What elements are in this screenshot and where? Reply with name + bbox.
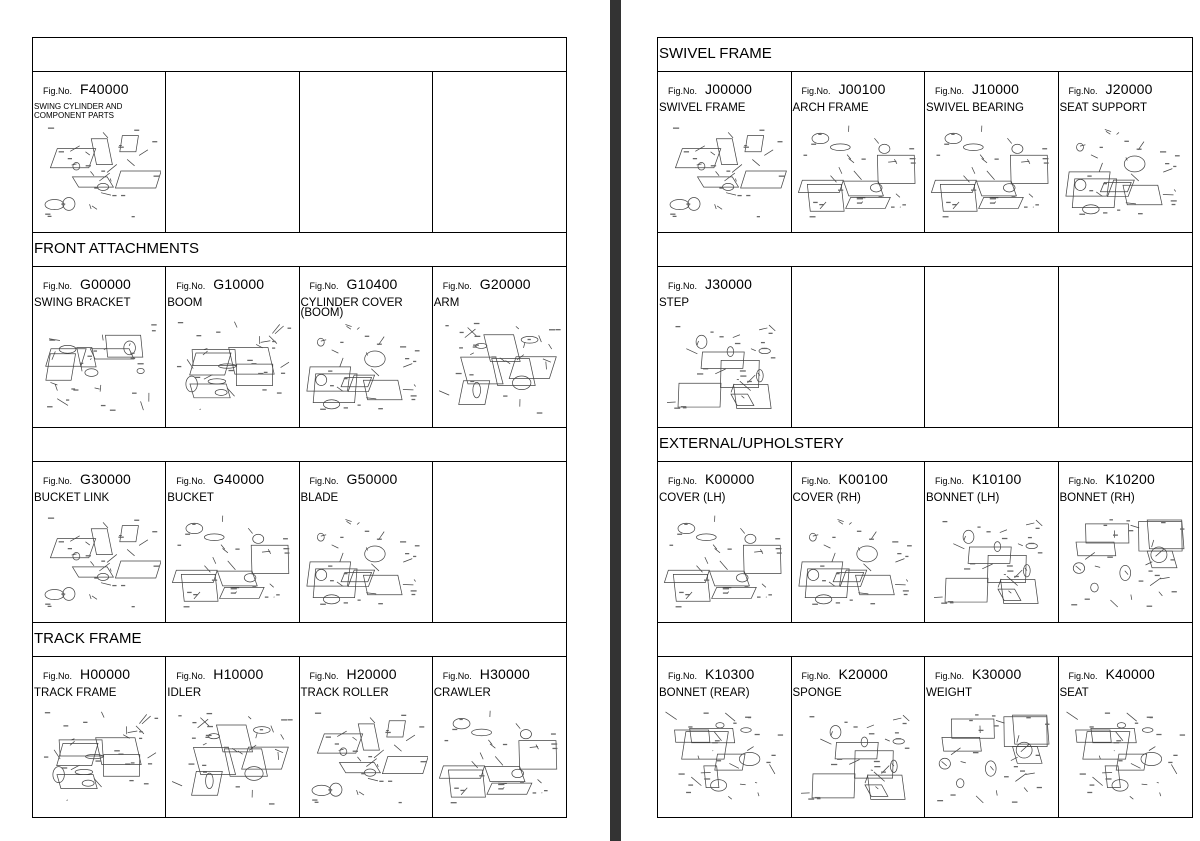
fig-no-line (668, 81, 752, 99)
fig-no-label: Fig.No. (668, 671, 698, 681)
fig-no-label: Fig.No. (442, 281, 472, 291)
fig-title: IDLER (167, 687, 202, 699)
parts-diagram-thumbnail[interactable] (37, 510, 161, 616)
parts-diagram-thumbnail[interactable] (37, 315, 161, 421)
empty-cell (433, 462, 566, 623)
fig-title: TRACK ROLLER (300, 687, 389, 699)
fig-title: BUCKET LINK (34, 492, 110, 504)
fig-no-code: J00100 (838, 81, 886, 97)
empty-cell (166, 72, 299, 233)
fig-title: COVER (RH) (792, 492, 861, 504)
parts-diagram-thumbnail[interactable] (437, 315, 562, 421)
fig-title: ARCH FRAME (792, 102, 869, 114)
figure-cell-g50000[interactable] (300, 462, 433, 623)
fig-no-line (802, 666, 888, 684)
section-header-swivel-frame: SWIVEL FRAME (658, 38, 1192, 72)
fig-no-code: G40000 (213, 471, 265, 487)
fig-no-code: K30000 (972, 666, 1022, 682)
parts-diagram-thumbnail[interactable] (662, 705, 787, 812)
parts-diagram-thumbnail[interactable] (662, 510, 787, 616)
page-divider (610, 0, 621, 841)
fig-no-line (176, 471, 264, 489)
fig-no-label: Fig.No. (668, 476, 698, 486)
fig-title: BONNET (LH) (926, 492, 1000, 504)
fig-no-label: Fig.No. (43, 671, 73, 681)
section-header-front-attachments: FRONT ATTACHMENTS (33, 233, 566, 267)
fig-no-code: G30000 (80, 471, 132, 487)
fig-title: SWIVEL BEARING (926, 102, 1024, 114)
figure-cell-f40000[interactable] (33, 72, 166, 233)
figure-cell-j00000[interactable] (658, 72, 792, 233)
fig-no-label: Fig.No. (935, 86, 965, 96)
parts-diagram-thumbnail[interactable] (37, 120, 161, 226)
parts-diagram-thumbnail[interactable] (796, 510, 921, 616)
fig-no-code: J10000 (972, 81, 1020, 97)
figure-cell-h00000[interactable] (33, 657, 166, 818)
fig-no-label: Fig.No. (1068, 671, 1098, 681)
fig-no-code: H20000 (346, 666, 397, 682)
parts-diagram-thumbnail[interactable] (796, 120, 921, 226)
fig-no-code: G00000 (80, 276, 132, 292)
figure-cell-h20000[interactable] (300, 657, 433, 818)
fig-no-label: Fig.No. (176, 476, 206, 486)
fig-no-code: H30000 (479, 666, 531, 682)
fig-no-code: G10000 (213, 276, 265, 292)
figure-cell-k30000[interactable] (925, 657, 1059, 818)
fig-no-code: K00100 (838, 471, 888, 487)
fig-title: CRAWLER (433, 687, 491, 699)
fig-title: SWING BRACKET (34, 297, 131, 309)
figure-cell-j20000[interactable] (1059, 72, 1193, 233)
fig-no-label: Fig.No. (668, 86, 698, 96)
fig-title: BLADE (300, 492, 339, 504)
figure-cell-j10000[interactable] (925, 72, 1059, 233)
section-header-blank (33, 38, 566, 72)
figure-cell-j30000[interactable] (658, 267, 792, 428)
right-page (657, 37, 1193, 818)
fig-no-line (935, 471, 1021, 489)
fig-no-label: Fig.No. (935, 476, 965, 486)
figure-cell-g10000[interactable] (166, 267, 299, 428)
fig-no-line (310, 666, 397, 684)
fig-no-label: Fig.No. (176, 281, 206, 291)
parts-diagram-thumbnail[interactable] (1063, 705, 1189, 812)
figure-cell-k10200[interactable] (1059, 462, 1193, 623)
fig-no-line (310, 471, 398, 489)
empty-cell (1059, 267, 1193, 428)
left-page (32, 37, 567, 818)
fig-no-label: Fig.No. (43, 281, 73, 291)
parts-diagram-thumbnail[interactable] (662, 315, 787, 421)
figure-cell-h10000[interactable] (166, 657, 299, 818)
parts-diagram-thumbnail[interactable] (437, 705, 562, 812)
fig-no-code: K00000 (705, 471, 755, 487)
empty-cell (433, 72, 566, 233)
empty-cell (300, 72, 433, 233)
parts-diagram-thumbnail[interactable] (796, 705, 921, 812)
fig-no-line (176, 276, 264, 294)
fig-title: SPONGE (792, 687, 842, 699)
fig-no-code: J20000 (1105, 81, 1153, 97)
figure-cell-g40000[interactable] (166, 462, 299, 623)
fig-no-code: K10200 (1105, 471, 1155, 487)
parts-diagram-thumbnail[interactable] (304, 705, 428, 812)
fig-no-code: K20000 (838, 666, 888, 682)
fig-no-line (1069, 81, 1153, 99)
fig-no-label: Fig.No. (309, 281, 339, 291)
fig-no-label: Fig.No. (442, 671, 472, 681)
fig-title: BONNET (REAR) (659, 687, 750, 699)
fig-no-line (43, 471, 131, 489)
figure-cell-g00000[interactable] (33, 267, 166, 428)
fig-no-line (1069, 666, 1155, 684)
fig-no-line (935, 81, 1019, 99)
fig-no-code: G20000 (479, 276, 531, 292)
fig-no-label: Fig.No. (43, 476, 73, 486)
fig-title: TRACK FRAME (34, 687, 117, 699)
parts-diagram-thumbnail[interactable] (170, 315, 294, 421)
section-header-track-frame: TRACK FRAME (33, 623, 566, 657)
fig-no-label: Fig.No. (1068, 476, 1098, 486)
fig-no-line (43, 276, 131, 294)
parts-diagram-thumbnail[interactable] (37, 705, 161, 812)
parts-diagram-thumbnail[interactable] (662, 120, 787, 226)
fig-no-label: Fig.No. (801, 671, 831, 681)
figure-cell-k20000[interactable] (792, 657, 926, 818)
fig-no-label: Fig.No. (309, 671, 339, 681)
figure-cell-g30000[interactable] (33, 462, 166, 623)
fig-no-line (802, 81, 886, 99)
section-header-blank (33, 428, 566, 462)
fig-no-line (176, 666, 263, 684)
fig-no-code: G10400 (346, 276, 398, 292)
fig-no-label: Fig.No. (801, 86, 831, 96)
fig-title: BOOM (167, 297, 203, 309)
fig-no-code: J30000 (705, 276, 753, 292)
fig-no-label: Fig.No. (309, 476, 339, 486)
fig-no-label: Fig.No. (1068, 86, 1098, 96)
fig-title: SEAT (1059, 687, 1089, 699)
fig-no-line (310, 276, 398, 294)
fig-no-line (668, 471, 754, 489)
fig-title: BUCKET (167, 492, 214, 504)
parts-diagram-thumbnail[interactable] (1063, 120, 1189, 226)
fig-no-line (1069, 471, 1155, 489)
fig-no-line (802, 471, 888, 489)
fig-no-line (443, 276, 531, 294)
section-header-blank (658, 623, 1192, 657)
figure-cell-k00000[interactable] (658, 462, 792, 623)
fig-no-line (935, 666, 1021, 684)
fig-no-code: H00000 (80, 666, 131, 682)
parts-diagram-thumbnail[interactable] (1063, 510, 1189, 616)
parts-diagram-thumbnail[interactable] (929, 510, 1054, 616)
parts-diagram-thumbnail[interactable] (170, 510, 294, 616)
empty-cell (925, 267, 1059, 428)
fig-no-label: Fig.No. (43, 86, 73, 96)
fig-title: STEP (659, 297, 690, 309)
fig-title: SWING CYLINDER AND COMPONENT PARTS (34, 102, 123, 120)
fig-title: BONNET (RH) (1059, 492, 1135, 504)
section-header-blank (658, 233, 1192, 267)
figure-cell-g20000[interactable] (433, 267, 566, 428)
fig-no-label: Fig.No. (176, 671, 206, 681)
fig-no-label: Fig.No. (668, 281, 698, 291)
fig-no-line (443, 666, 530, 684)
fig-no-code: G50000 (346, 471, 398, 487)
section-header-external-upholstery: EXTERNAL/UPHOLSTERY (658, 428, 1192, 462)
parts-diagram-thumbnail[interactable] (929, 705, 1054, 812)
figure-cell-k00100[interactable] (792, 462, 926, 623)
fig-no-code: K40000 (1105, 666, 1155, 682)
fig-title: COVER (LH) (659, 492, 726, 504)
fig-no-code: K10100 (972, 471, 1022, 487)
figure-cell-k10100[interactable] (925, 462, 1059, 623)
fig-no-code: J00000 (705, 81, 753, 97)
figure-cell-h30000[interactable] (433, 657, 566, 818)
fig-no-code: F40000 (80, 81, 129, 97)
parts-diagram-thumbnail[interactable] (304, 315, 428, 421)
fig-title: ARM (433, 297, 460, 309)
parts-diagram-thumbnail[interactable] (304, 510, 428, 616)
figure-cell-j00100[interactable] (792, 72, 926, 233)
figure-cell-k40000[interactable] (1059, 657, 1193, 818)
fig-no-code: H10000 (213, 666, 264, 682)
fig-no-line (668, 276, 752, 294)
fig-no-label: Fig.No. (801, 476, 831, 486)
parts-diagram-thumbnail[interactable] (170, 705, 294, 812)
fig-no-line (43, 81, 129, 99)
fig-title: CYLINDER COVER (BOOM) (300, 297, 403, 319)
empty-cell (792, 267, 926, 428)
fig-title: SEAT SUPPORT (1059, 102, 1148, 114)
parts-diagram-thumbnail[interactable] (929, 120, 1054, 226)
fig-title: WEIGHT (926, 687, 972, 699)
fig-no-line (668, 666, 754, 684)
figure-cell-g10400[interactable] (300, 267, 433, 428)
fig-title: SWIVEL FRAME (659, 102, 746, 114)
fig-no-line (43, 666, 130, 684)
fig-no-label: Fig.No. (935, 671, 965, 681)
figure-cell-k10300[interactable] (658, 657, 792, 818)
fig-no-code: K10300 (705, 666, 755, 682)
